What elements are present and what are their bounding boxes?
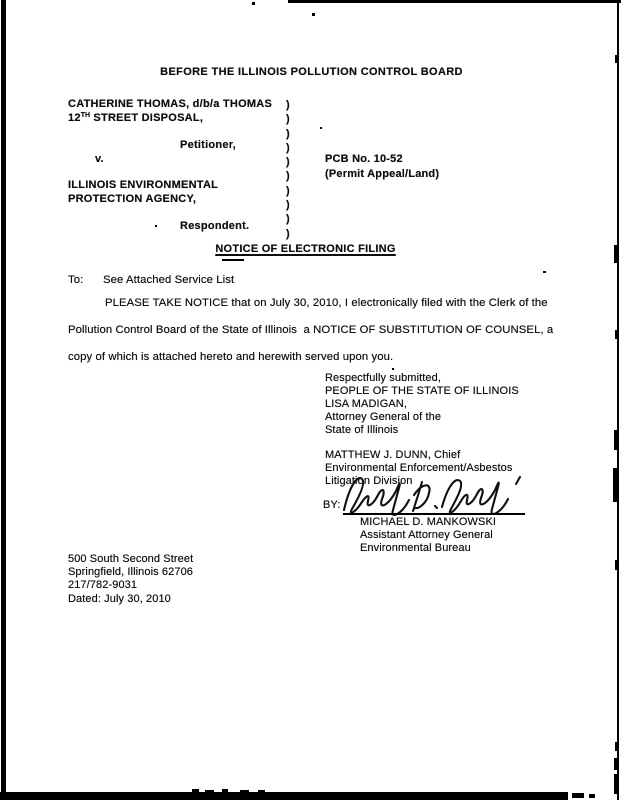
case-number-block [325,152,439,181]
address-city: Springfield, Illinois 62706 [68,566,193,579]
scan-speck [615,742,619,751]
signature-line [343,513,525,515]
signer-unit: Environmental Bureau [360,542,471,555]
scan-speck [614,430,618,450]
body-line-1: PLEASE TAKE NOTICE that on July 30, 2010, I electronically filed with the Clerk of the [105,297,548,309]
scan-speck [613,468,618,502]
signer-title: Assistant Attorney General [360,529,493,542]
court-header: BEFORE THE ILLINOIS POLLUTION CONTROL BOARD [160,66,463,78]
street-number: 12 [68,112,81,124]
party-name: PEOPLE OF THE STATE OF ILLINOIS [325,385,519,397]
scan-speck [572,793,584,798]
caption-bracket: ) [286,213,290,226]
case-type: (Permit Appeal/Land) [325,167,440,180]
scan-speck [192,789,199,792]
scan-speck [614,758,619,770]
respondent-role: Respondent. [180,220,250,232]
scan-speck [615,55,619,63]
caption-bracket: ) [286,127,290,140]
to-value: See Attached Service List [103,274,235,286]
caption-bracket: ) [286,156,290,169]
body-line-2: Pollution Control Board of the State of Illinois a NOTICE OF SUBSTITUTION OF COUNSEL, a [68,324,554,336]
by-label: BY: [323,499,341,511]
scan-speck [222,259,244,261]
scan-border-top [288,0,621,3]
body-line-3: copy of which is attached hereto and herewith served upon you. [68,351,394,363]
caption-bracket: ) [286,184,290,197]
scan-speck [258,790,265,793]
to-label: To: [68,274,84,286]
chief-name: MATTHEW J. DUNN, Chief [325,449,461,461]
street-rest: STREET DISPOSAL, [90,112,204,124]
scan-border-bottom [0,792,568,800]
attorney-general-title-1: Attorney General of the [325,411,442,423]
scan-speck [543,271,546,273]
respectfully-submitted: Respectfully submitted, [325,372,442,384]
caption-bracket: ) [286,199,290,212]
division-line-1: Environmental Enforcement/Asbestos [325,462,513,474]
dated-line: Dated: July 30, 2010 [68,592,171,605]
caption-bracket: ) [286,170,290,183]
caption-bracket-column [286,98,290,241]
scan-border-right [617,2,619,800]
notice-title: NOTICE OF ELECTRONIC FILING [215,243,396,255]
attorney-general-name: LISA MADIGAN, [325,398,407,410]
caption-bracket: ) [286,99,290,111]
scan-speck [615,330,618,339]
address-street: 500 South Second Street [68,553,194,565]
attorney-general-title-2: State of Illinois [325,424,399,436]
scan-speck [320,127,322,129]
closing-block [325,372,519,437]
scan-speck [155,225,157,227]
versus: v. [95,153,104,165]
signer-block [360,516,496,556]
signer-name: MICHAEL D. MANKOWSKI [360,516,497,528]
caption-bracket: ) [286,227,290,240]
scan-border-left [1,0,6,800]
caption-bracket: ) [286,141,290,154]
scan-speck [205,790,214,793]
address-block [68,553,193,606]
scan-speck [392,368,394,370]
scan-speck [222,789,228,792]
respondent-name-line1: ILLINOIS ENVIRONMENTAL [68,179,219,191]
petitioner-name-line2 [68,112,203,124]
case-number: PCB No. 10-52 [325,153,403,165]
caption-bracket: ) [286,113,290,126]
scan-speck [615,560,618,570]
scan-speck [589,794,595,798]
respondent-name-line2: PROTECTION AGENCY, [68,193,197,205]
handwritten-signature [336,470,538,518]
scan-speck [614,774,619,794]
scan-speck [240,790,249,793]
division-line-2: Litigation Division [325,475,413,487]
ordinal-superscript: TH [80,112,91,119]
phone-number: 217/782-9031 [68,579,138,592]
scan-speck [312,13,315,16]
petitioner-role: Petitioner, [180,139,236,151]
petitioner-name-line1: CATHERINE THOMAS, d/b/a THOMAS [68,98,273,110]
scan-speck [252,2,255,5]
